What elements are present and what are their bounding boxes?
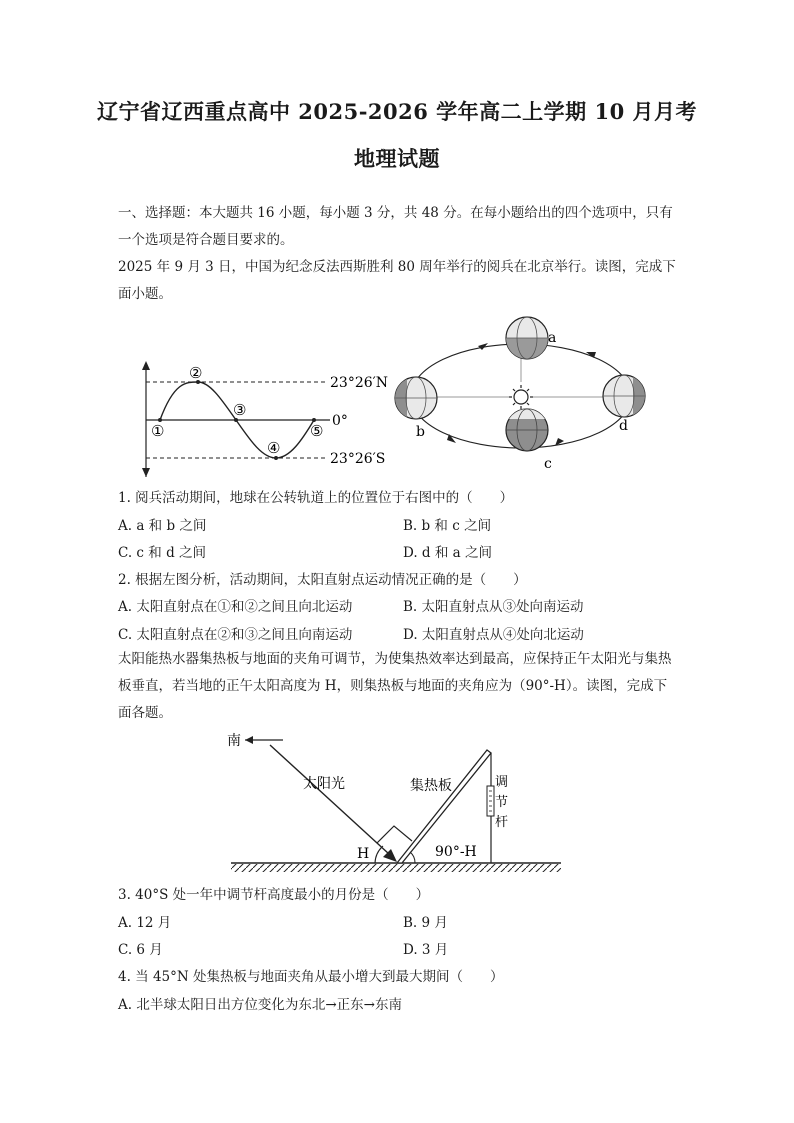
ground bbox=[231, 863, 561, 872]
sun-icon bbox=[509, 385, 533, 409]
orbit-label-c: c bbox=[544, 456, 552, 472]
rod-label-1: 调 bbox=[495, 775, 509, 790]
point-3: ③ bbox=[233, 401, 247, 419]
panel-label: 集热板 bbox=[410, 778, 452, 794]
q3-option-d: D. 3 月 bbox=[403, 942, 449, 958]
q4-option-a: A. 北半球太阳日出方位变化为东北→正东→东南 bbox=[118, 997, 402, 1013]
q2-option-d: D. 太阳直射点从④处向北运动 bbox=[403, 627, 584, 643]
orbit-label-b: b bbox=[416, 424, 425, 440]
arrow-left-icon bbox=[245, 736, 253, 744]
q3-option-c: C. 6 月 bbox=[118, 942, 163, 958]
earth-a bbox=[506, 317, 548, 360]
q2-option-a: A. 太阳直射点在①和②之间且向北运动 bbox=[118, 599, 353, 615]
passage-1: 2025 年 9 月 3 日，中国为纪念反法西斯胜利 80 周年举行的阅兵在北京举行。读图，完成下面小题。 bbox=[118, 259, 676, 302]
figure-2 bbox=[225, 728, 570, 876]
label-tropic-south: 23°26′S bbox=[330, 451, 386, 467]
orbit-diagram bbox=[395, 317, 645, 472]
earth-c bbox=[506, 409, 548, 451]
point-1: ① bbox=[151, 422, 165, 440]
label-tropic-north: 23°26′N bbox=[330, 375, 389, 391]
point-4: ④ bbox=[267, 439, 281, 457]
orbit-label-a: a bbox=[548, 330, 557, 346]
q1-option-c: C. c 和 d 之间 bbox=[118, 545, 207, 561]
earth-d bbox=[603, 375, 645, 417]
q2-option-b: B. 太阳直射点从③处向南运动 bbox=[403, 599, 584, 615]
q3-option-a: A. 12 月 bbox=[118, 915, 172, 931]
sunlight-label: 太阳光 bbox=[303, 776, 345, 792]
exam-title: 辽宁省辽西重点高中 2025-2026 学年高二上学期 10 月月考 bbox=[96, 99, 698, 124]
q2-stem: 2. 根据左图分析，活动期间，太阳直射点运动情况正确的是（ ） bbox=[118, 572, 527, 588]
south-label: 南 bbox=[227, 733, 241, 749]
rod-label-3: 杆 bbox=[495, 815, 509, 830]
solar-path-chart bbox=[142, 361, 388, 477]
exam-subtitle: 地理试题 bbox=[354, 146, 440, 171]
point-2: ② bbox=[189, 364, 203, 382]
q3-option-b: B. 9 月 bbox=[403, 915, 448, 931]
point-5: ⑤ bbox=[310, 422, 324, 440]
section-intro: 一、选择题：本大题共 16 小题，每小题 3 分，共 48 分。在每小题给出的四个选项中，只有一个选项是符合题目要求的。 bbox=[118, 205, 673, 248]
q2-option-c: C. 太阳直射点在②和③之间且向南运动 bbox=[118, 627, 353, 643]
figure-1 bbox=[130, 312, 670, 477]
angle-90h-label: 90°-H bbox=[435, 844, 477, 860]
angle-h-label: H bbox=[357, 846, 370, 862]
passage-2: 太阳能热水器集热板与地面的夹角可调节，为使集热效率达到最高，应保持正午太阳光与集热板垂直，若当地的正午太阳高度为 H，则集热板与地面的夹角应为（90°-H）。读图，完成下面各题。 bbox=[118, 651, 672, 721]
orbit-label-d: d bbox=[619, 418, 628, 434]
earth-b bbox=[395, 377, 437, 419]
q3-stem: 3. 40°S 处一年中调节杆高度最小的月份是（ ） bbox=[118, 887, 430, 903]
label-equator: 0° bbox=[332, 413, 348, 429]
q1-option-a: A. a 和 b 之间 bbox=[118, 518, 207, 534]
q1-option-d: D. d 和 a 之间 bbox=[403, 545, 492, 561]
q1-stem: 1. 阅兵活动期间，地球在公转轨道上的位置位于右图中的（ ） bbox=[118, 490, 514, 506]
q4-stem: 4. 当 45°N 处集热板与地面夹角从最小增大到最大期间（ ） bbox=[118, 969, 504, 985]
rod-label-2: 节 bbox=[495, 795, 509, 810]
q1-option-b: B. b 和 c 之间 bbox=[403, 518, 492, 534]
